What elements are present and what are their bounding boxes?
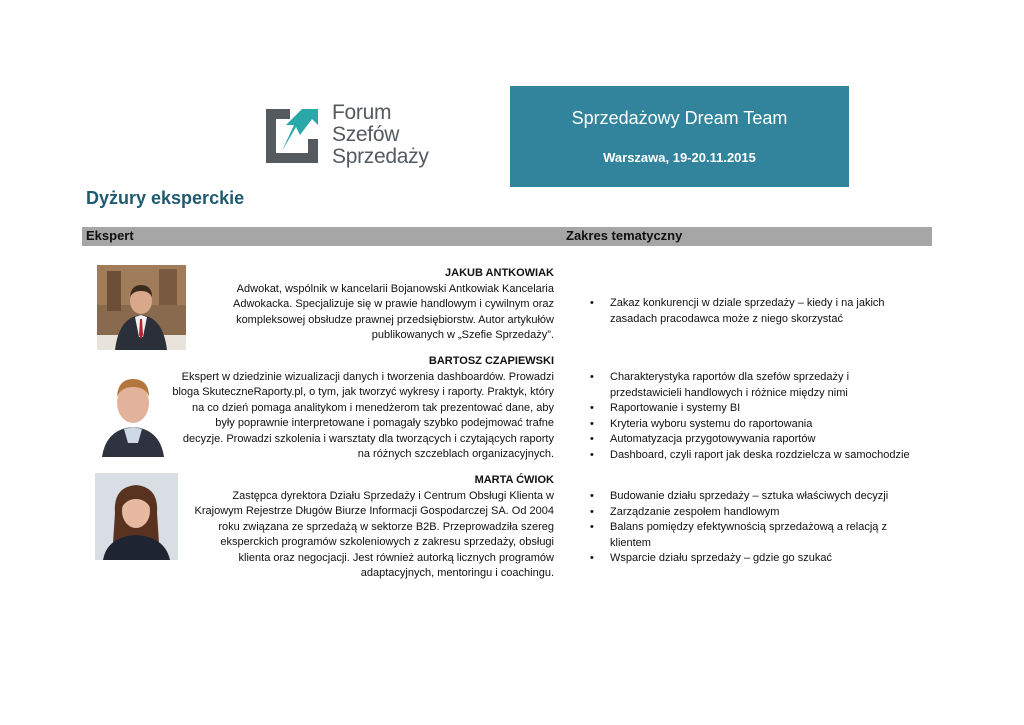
topic-item: • Zarządzanie zespołem handlowym bbox=[590, 505, 920, 521]
forum-logo bbox=[260, 102, 430, 170]
logo-mark-icon bbox=[260, 105, 322, 167]
section-title: Dyżury eksperckie bbox=[86, 188, 245, 208]
expert-name: JAKUB ANTKOWIAK bbox=[445, 267, 554, 279]
expert-bio: Ekspert w dziedzinie wizualizacji danych i tworzenia dashboardów. Prowadzi bloga SkuteczneRaporty.pl, o tym, jak tworzyć wykresy i raporty. Praktyk, który na co dzień pomaga analitykom i menedżerom tak prezentować dane, aby były poprawnie interpretowane i pomagały szybko podejmować trafne decyzje. Prowadzi szkolenia i warsztaty dla tworzących i czytających raporty na różnych szczeblach organizacyjnych. bbox=[172, 370, 554, 460]
expert-photo-czapiewski bbox=[100, 367, 166, 457]
expert-bio-block bbox=[192, 266, 554, 344]
topic-item: • Budowanie działu sprzedaży – sztuka właściwych decyzji bbox=[590, 489, 920, 505]
expert-name: MARTA ĆWIOK bbox=[474, 474, 554, 486]
event-date: Warszawa, 19-20.11.2015 bbox=[603, 150, 756, 165]
header-topics: Zakres tematyczny bbox=[566, 228, 683, 243]
topic-item: • Zakaz konkurencji w dziale sprzedaży – kiedy i na jakich zasadach pracodawca może z niego skorzystać bbox=[590, 296, 920, 327]
logo-line-3: Sprzedaży bbox=[332, 145, 429, 168]
expert-bio-block bbox=[172, 354, 554, 463]
topic-item: • Charakterystyka raportów dla szefów sprzedaży i przedstawicieli handlowych i różnice między nimi bbox=[590, 370, 920, 401]
header-expert: Ekspert bbox=[86, 228, 134, 243]
expert-photo-antkowiak bbox=[97, 265, 186, 350]
topics-list bbox=[590, 296, 920, 327]
topic-item: • Raportowanie i systemy BI bbox=[590, 401, 920, 417]
logo-line-1: Forum bbox=[332, 101, 392, 124]
topic-item: • Wsparcie działu sprzedaży – gdzie go szukać bbox=[590, 551, 920, 567]
topic-item: • Balans pomiędzy efektywnością sprzedażową a relacją z klientem bbox=[590, 520, 920, 551]
logo-text bbox=[332, 102, 429, 168]
table-header bbox=[82, 227, 932, 246]
expert-photo-cwiok bbox=[95, 473, 178, 560]
topic-item: • Dashboard, czyli raport jak deska rozdzielcza w samochodzie bbox=[590, 448, 920, 464]
expert-bio: Adwokat, wspólnik w kancelarii Bojanowski Antkowiak Kancelaria Adwokacka. Specjalizuje się w prawie handlowym i cywilnym oraz kompleksowej obsłudze prawnej przedsiębiorstw. Autor artykułów publikowanych w „Szefie Sprzedaży”. bbox=[233, 282, 554, 341]
event-title: Sprzedażowy Dream Team bbox=[571, 108, 788, 128]
topics-list bbox=[590, 370, 920, 463]
expert-name: BARTOSZ CZAPIEWSKI bbox=[428, 355, 554, 367]
topic-item: • Kryteria wyboru systemu do raportowania bbox=[590, 417, 920, 433]
event-banner bbox=[510, 86, 849, 187]
expert-bio: Zastępca dyrektora Działu Sprzedaży i Centrum Obsługi Klienta w Krajowym Rejestrze Długów Biurze Informacji Gospodarczej SA. Od 2004 roku związana ze sprzedażą w sektorze B2B. Przeprowadziła szereg eksperckich programów szkoleniowych z zakresu sprzedaży, obsługi klienta oraz negocjacji. Jest również autorką licznych programów adaptacyjnych, mentoringu i coachingu. bbox=[194, 489, 554, 579]
topic-item: • Automatyzacja przygotowywania raportów bbox=[590, 432, 920, 448]
topics-list bbox=[590, 489, 920, 567]
expert-bio-block bbox=[186, 473, 554, 582]
logo-line-2: Szefów bbox=[332, 123, 400, 146]
